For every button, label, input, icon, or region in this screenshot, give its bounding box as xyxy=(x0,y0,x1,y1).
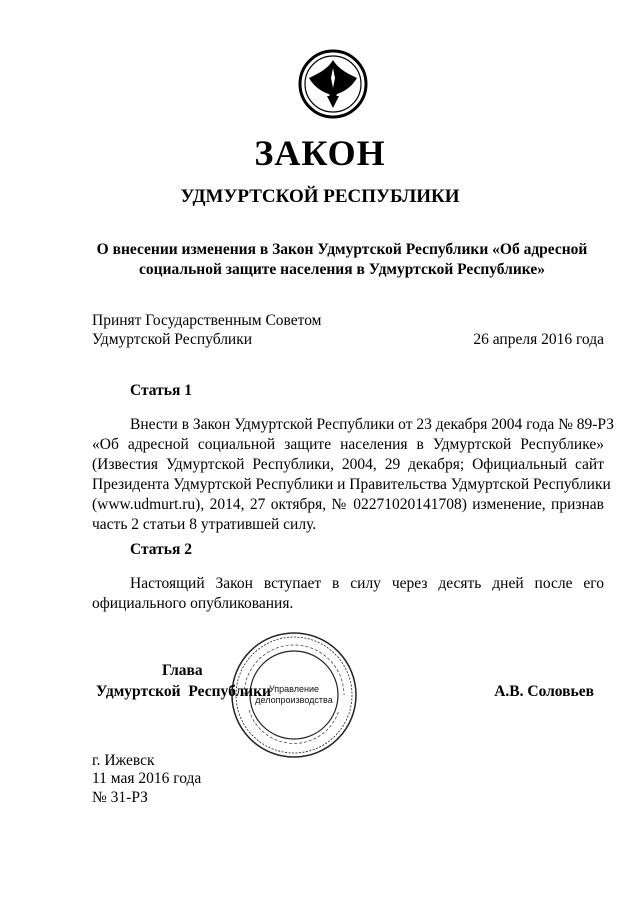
article-1-body xyxy=(92,415,614,535)
law-number: № 31-РЗ xyxy=(92,789,148,806)
article-2-line: официального опубликования. xyxy=(92,595,294,612)
adopted-by-line2: Удмуртской Республики xyxy=(92,331,253,348)
article-1-heading: Статья 1 xyxy=(130,382,192,399)
seal-center-line2: делопроизводства xyxy=(255,695,333,705)
signatory-title-line1: Глава xyxy=(162,662,203,679)
signatory-title-line2: Удмуртской Республики xyxy=(96,683,271,700)
law-name-line: социальной защите населения в Удмуртской Республике» xyxy=(139,261,545,278)
article-1-line: часть 2 статьи 8 утратившей силу. xyxy=(92,516,317,533)
article-2-line: Настоящий Закон вступает в силу через десять дней после его xyxy=(130,575,604,592)
coat-of-arms-emblem xyxy=(297,48,369,120)
document-title: ЗАКОН xyxy=(254,133,386,173)
signatory-name: А.В. Соловьев xyxy=(494,683,594,700)
article-1-line: «Об адресной социальной защите населения в Удмуртской Республике» xyxy=(92,436,604,453)
document-subtitle: УДМУРТСКОЙ РЕСПУБЛИКИ xyxy=(180,186,460,207)
adopted-by-line1: Принят Государственным Советом xyxy=(92,312,322,329)
place-of-signing: г. Ижевск xyxy=(92,752,155,769)
article-2-heading: Статья 2 xyxy=(130,541,192,558)
seal-center-line1: Управление xyxy=(268,684,320,694)
adoption-date: 26 апреля 2016 года xyxy=(473,331,604,348)
law-name xyxy=(92,240,592,280)
article-1-line: Президента Удмуртской Республики и Правительства Удмуртской Республики xyxy=(92,476,611,493)
law-name-line: О внесении изменения в Закон Удмуртской Республики «Об адресной xyxy=(96,241,588,258)
article-2-body xyxy=(92,574,604,614)
article-1-line: (Известия Удмуртской Республики, 2004, 29 декабря; Официальный сайт xyxy=(92,456,604,473)
article-1-line: (www.udmurt.ru), 2014, 27 октября, № 02271020141708) изменение, признав xyxy=(92,496,604,513)
signing-date: 11 мая 2016 года xyxy=(92,770,202,787)
article-1-line: Внести в Закон Удмуртской Республики от 23 декабря 2004 года № 89-РЗ xyxy=(130,416,614,433)
